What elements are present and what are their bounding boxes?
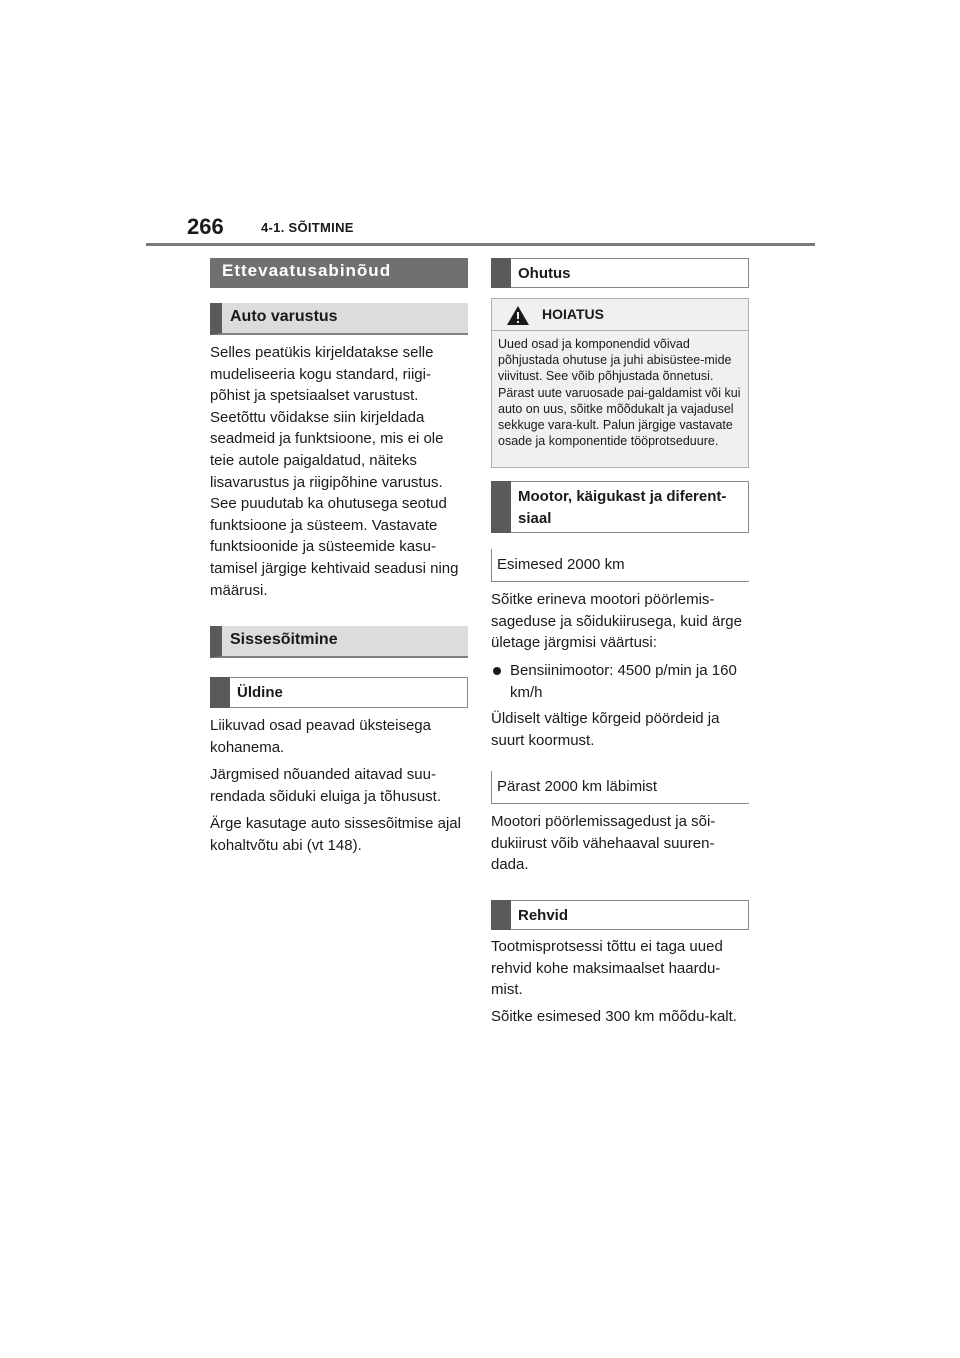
subheading-mootor-box: [491, 481, 749, 533]
subhead-line: [491, 771, 492, 803]
subhead-esimesed-2000-box: [491, 549, 749, 582]
heading-sissesoitmine: Sissesõitmine: [210, 626, 468, 658]
section-title-ettevaatusabinoud: Ettevaatusabinõud: [210, 258, 468, 288]
subhead-line: [491, 549, 492, 581]
warning-label: HOIATUS: [542, 306, 604, 322]
bullet-dot: [493, 667, 501, 675]
subheading-rehvid: Rehvid: [518, 907, 569, 924]
warning-header: [492, 299, 748, 331]
subheading-uldine-box: [210, 677, 468, 708]
page-number: 266: [187, 214, 224, 239]
paragraph-rehvid-2: Sõitke esimesed 300 km mõõdu-kalt.: [491, 1008, 737, 1025]
heading-marker: [491, 900, 511, 930]
warning-box: [491, 298, 749, 468]
subheading-ohutus: Ohutus: [518, 265, 571, 282]
heading-marker: [210, 677, 230, 708]
heading-marker: [491, 481, 511, 533]
paragraph-auto-varustus: Selles peatükis kirjeldatakse selle mudeliseeria kogu standard, riigi-põhist ja spetsiaalset varustust. Seetõttu võidakse siin kirjeldada seadmeid ja funktsioone, mis ei ole teie autole paigaldatud, näiteks lisavarustus ja riigipõhine varustus. See puudutab ka ohutusega seotud funktsioone ja süsteem. Vastavate funktsioonide ja süsteemide kasu-tamisel järgige kehtivaid seadusi ning määrusi.: [210, 344, 459, 599]
paragraph-uldine-3: Ärge kasutage auto sissesõitmise ajal kohaltvõtu abi (vt 148).: [210, 815, 461, 854]
paragraph-parast-1: Mootori pöörlemissagedust ja sõi-dukiirust võib vähehaaval suuren-dada.: [491, 813, 716, 874]
paragraph-uldine-1: Liikuvad osad peavad üksteisega kohanema.: [210, 717, 431, 756]
bullet-item: [493, 660, 766, 703]
paragraph-esimesed-1: Sõitke erineva mootori pöörlemis-sageduse ja sõidukiirusega, kuid ärge ületage järgmisi väärtusi:: [491, 591, 742, 652]
subheading-rehvid-box: [491, 900, 749, 930]
heading-auto-varustus: Auto varustus: [210, 303, 468, 335]
subheading-mootor: Mootor, käigukast ja diferent-siaal: [518, 488, 727, 527]
heading-marker: [491, 258, 511, 288]
subhead-esimesed-2000: Esimesed 2000 km: [497, 556, 625, 573]
paragraph-rehvid-1: Tootmisprotsessi tõttu ei taga uued rehvid kohe maksimaalset haardu-mist.: [491, 938, 723, 999]
chapter-title: 4-1. SÕITMINE: [261, 220, 354, 235]
warning-text: Uued osad ja komponendid võivad põhjustada ohutuse ja juhi abisüstee-mide viivitust. See võib põhjustada õnnetusi. Pärast uute varuosade pai-galdamist või kui auto on uus, sõitke mõõdukalt ja vajadusel sekkuge vara-kult. Palun järgige vastavate osade ja komponentide tööprotseduure.: [498, 337, 741, 449]
header-rule: [146, 243, 815, 246]
paragraph-uldine-2: Järgmised nõuanded aitavad suu-rendada sõiduki eluiga ja tõhusust.: [210, 766, 441, 805]
subhead-parast-2000: Pärast 2000 km läbimist: [497, 778, 658, 795]
paragraph-esimesed-2: Üldiselt vältige kõrgeid pöördeid ja suurt koormust.: [491, 710, 720, 749]
subhead-parast-2000-box: [491, 771, 749, 804]
bullet-text: Bensiinimootor: 4500 p/min ja 160 km/h: [510, 662, 737, 701]
subheading-ohutus-box: [491, 258, 749, 288]
warning-triangle-icon: [506, 305, 530, 326]
subheading-uldine: Üldine: [237, 684, 283, 701]
